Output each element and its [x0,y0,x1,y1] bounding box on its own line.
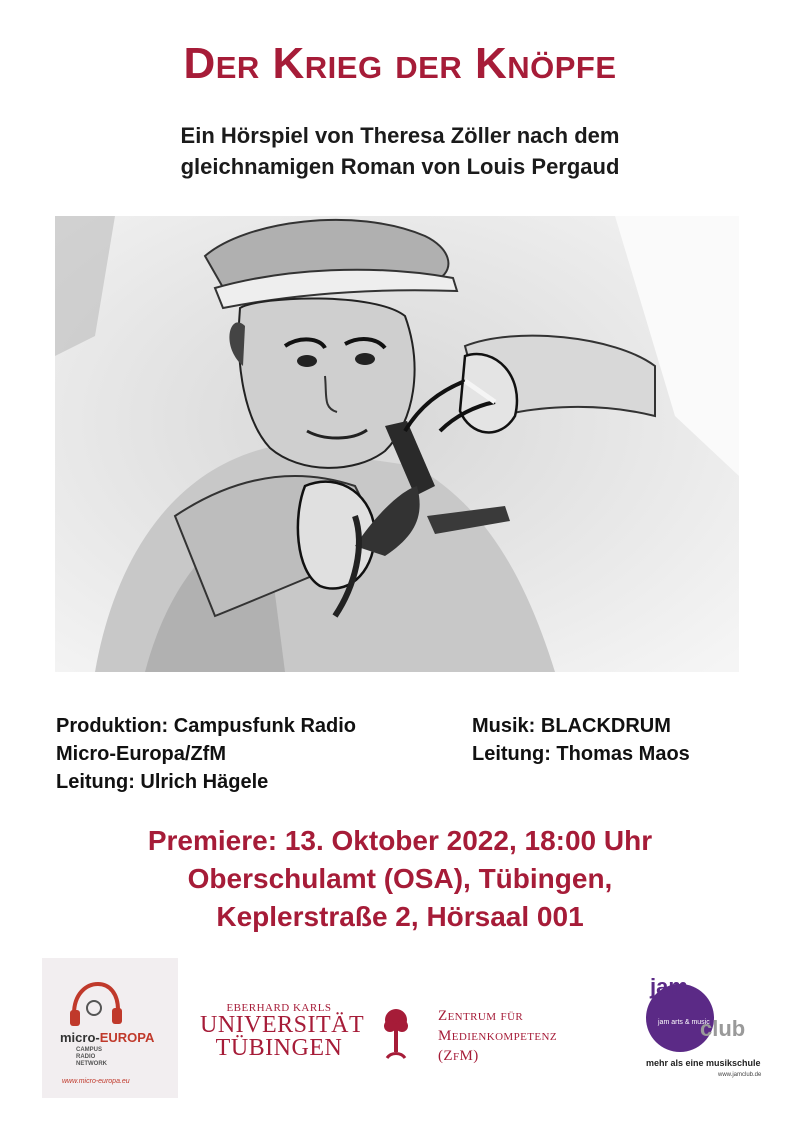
poster-subtitle [0,120,800,182]
jam-club-emblem [636,966,766,1058]
boy-with-slingshot-illustration [55,216,739,672]
svg-text:jam: jam [650,974,688,999]
subtitle-line-2: gleichnamigen Roman von Louis Pergaud [180,154,620,179]
credit-line: Musik: BLACKDRUM [472,715,671,737]
premiere-date: Premiere: 13. Oktober 2022, 18:00 Uhr [147,825,653,856]
premiere-address: Keplerstraße 2, Hörsaal 001 [216,901,584,932]
micro-europa-subtitle: CAMPUS RADIO NETWORK [76,1047,107,1067]
credits-production [56,712,446,796]
premiere-venue: Oberschulamt (OSA), Tübingen, [187,863,613,894]
poster-title: Der Krieg der Knöpfe [183,39,617,88]
zfm-logo: Zentrum für Medienkompetenz (ZfM) [438,1008,557,1064]
credit-line: Micro-Europa/ZfM [56,743,226,765]
credit-line: Leitung: Ulrich Hägele [56,771,269,793]
jam-club-tagline: mehr als eine musikschule [646,1058,761,1068]
headphones-icon [64,976,124,1036]
tree-icon [383,1006,409,1062]
university-tuebingen-logo: EBERHARD KARLS UNIVERSITÄT TÜBINGEN [200,1002,365,1061]
subtitle-line-1: Ein Hörspiel von Theresa Zöller nach dem [180,123,620,148]
credit-line: Produktion: Campusfunk Radio [56,715,356,737]
micro-europa-name: micro-EUROPA [60,1030,155,1045]
svg-text:jam arts & music: jam arts & music [658,1019,710,1026]
credit-line: Leitung: Thomas Maos [472,743,690,765]
premiere-info [0,822,800,936]
micro-europa-url: www.micro-europa.eu [62,1078,130,1085]
jam-club-logo [636,966,766,1088]
poster-photo [55,216,739,672]
svg-text:club: club [700,1016,746,1041]
credits-music [472,712,772,768]
jam-club-url: www.jamclub.de [718,1072,762,1078]
micro-europa-logo [42,958,178,1098]
